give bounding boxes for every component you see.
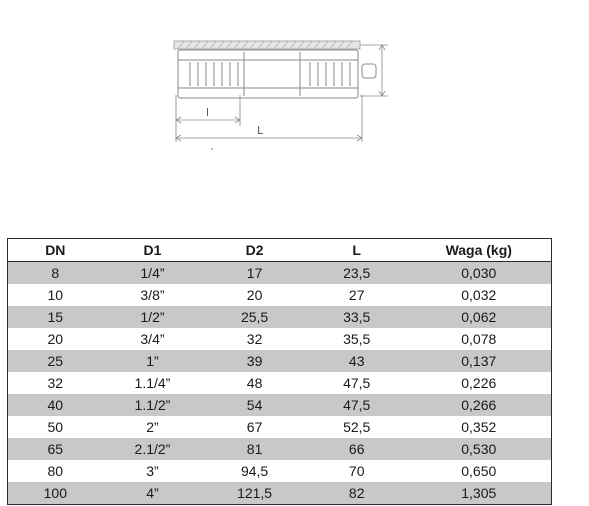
cell-d1: 1/4” [103,262,203,285]
fitting-technical-drawing [0,0,589,200]
short-length-dimension [176,106,240,123]
cell-d2: 20 [202,284,307,306]
cell-l: 33,5 [307,306,407,328]
cell-l: 27 [307,284,407,306]
table-row [8,416,552,438]
cell-d2: 54 [202,394,307,416]
top-hatch [174,41,360,49]
cell-dn: 100 [8,482,103,505]
cell-l: 47,5 [307,394,407,416]
header-d1: D1 [103,239,203,262]
cell-dn: 8 [8,262,103,285]
cell-weight: 0,062 [407,306,552,328]
cell-d2: 94,5 [202,460,307,482]
drawing-dot [211,148,213,150]
cell-d1: 1.1/2” [103,394,203,416]
cell-dn: 10 [8,284,103,306]
cell-weight: 0,078 [407,328,552,350]
cell-weight: 0,266 [407,394,552,416]
cell-d1: 4” [103,482,203,505]
header-d2: D2 [202,239,307,262]
table-row [8,372,552,394]
table-row [8,306,552,328]
cell-d2: 17 [202,262,307,285]
cell-l: 43 [307,350,407,372]
dimensions-table [7,238,552,505]
table-row [8,460,552,482]
cell-weight: 0,352 [407,416,552,438]
cell-l: 82 [307,482,407,505]
table-header-row [8,239,552,262]
table-row [8,328,552,350]
cell-d2: 39 [202,350,307,372]
table-row [8,394,552,416]
table-row [8,438,552,460]
cell-d1: 2” [103,416,203,438]
cell-d2: 67 [202,416,307,438]
cell-d1: 2.1/2” [103,438,203,460]
cell-weight: 0,032 [407,284,552,306]
cell-d1: 3” [103,460,203,482]
header-l: L [307,239,407,262]
cell-d1: 1/2” [103,306,203,328]
header-weight: Waga (kg) [407,239,552,262]
cell-dn: 15 [8,306,103,328]
cell-dn: 65 [8,438,103,460]
cell-weight: 0,530 [407,438,552,460]
fitting-body [178,50,376,98]
cell-weight: 0,137 [407,350,552,372]
table-row [8,284,552,306]
total-length-dimension [176,124,362,141]
cell-l: 23,5 [307,262,407,285]
cell-dn: 25 [8,350,103,372]
cell-weight: 0,650 [407,460,552,482]
cell-l: 35,5 [307,328,407,350]
cell-d1: 1.1/4” [103,372,203,394]
cell-dn: 32 [8,372,103,394]
cell-l: 66 [307,438,407,460]
short-length-label: l [206,106,210,119]
cell-d1: 1” [103,350,203,372]
cell-dn: 80 [8,460,103,482]
cell-weight: 0,030 [407,262,552,285]
extension-lines [176,95,362,142]
header-dn: DN [8,239,103,262]
cell-l: 70 [307,460,407,482]
cell-weight: 1,305 [407,482,552,505]
cell-d2: 81 [202,438,307,460]
cell-dn: 40 [8,394,103,416]
cell-dn: 20 [8,328,103,350]
table-row [8,350,552,372]
diameter-dimension [360,45,388,96]
cell-d1: 3/4” [103,328,203,350]
cell-l: 52,5 [307,416,407,438]
cell-d1: 3/8” [103,284,203,306]
cell-l: 47,5 [307,372,407,394]
cell-d2: 48 [202,372,307,394]
cell-d2: 32 [202,328,307,350]
table-row [8,482,552,505]
table-row [8,262,552,285]
cell-d2: 121,5 [202,482,307,505]
total-length-label: L [257,124,264,137]
cell-dn: 50 [8,416,103,438]
cell-weight: 0,226 [407,372,552,394]
cell-d2: 25,5 [202,306,307,328]
